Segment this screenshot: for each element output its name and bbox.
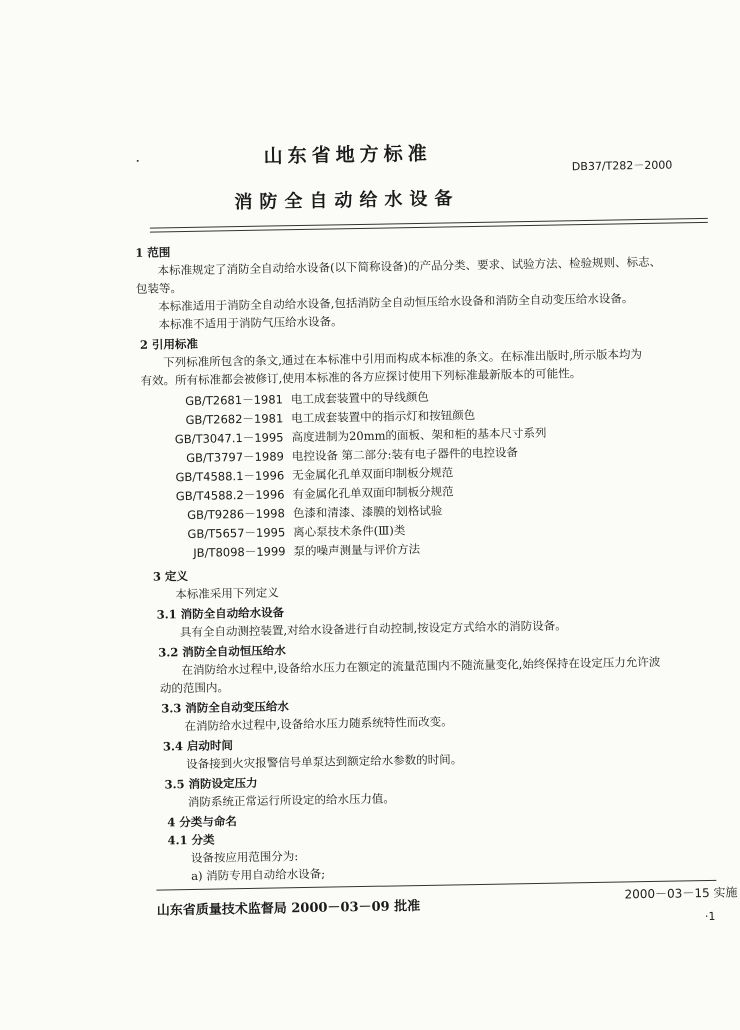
section-2-para-1a: 下列标准所包含的条文,通过在本标准中引用而构成本标准的条文。在标准出版时,所示版本均为	[163, 347, 643, 370]
section-1-para-1b: 包装等。	[135, 281, 183, 296]
section-4-1-item-a: a) 消防专用自动给水设备;	[191, 866, 326, 883]
page-number: ·1	[704, 909, 716, 924]
section-4-1-text: 设备按应用范围分为:	[190, 849, 299, 866]
section-2-heading: 2 引用标准	[139, 336, 199, 352]
effective-date: 2000－03－15 实施	[624, 885, 738, 902]
document-title: 消防全自动给水设备	[234, 188, 460, 214]
approval-line: 山东省质量技术监督局 2000－03－09 批准	[156, 899, 421, 919]
definition-3-3-heading: 3.3 消防全自动变压给水	[161, 699, 289, 716]
section-1-para-3: 本标准不适用于消防气压给水设备。	[158, 314, 343, 332]
reference-title: 无金属化孔单双面印制板分规范	[292, 465, 454, 483]
reference-code: GB/T2682－1981	[185, 411, 284, 428]
reference-title: 离心泵技术条件(Ⅲ)类	[293, 523, 406, 540]
section-3-heading: 3 定义	[152, 569, 189, 584]
definition-3-1-text: 具有全自动测控装置,对给水设备进行自动控制,按设定方式给水的消防设备。	[179, 618, 567, 640]
definition-3-2-text-a: 在消防给水过程中,设备给水压力在额定的流量范围内不随流量变化,始终保持在设定压力允许波	[181, 654, 661, 678]
reference-code: GB/T4588.2－1996	[175, 487, 285, 504]
section-1-para-1a: 本标准规定了消防全自动给水设备(以下简称设备)的产品分类、要求、试验方法、检验规则、标志、	[157, 254, 662, 278]
reference-code: GB/T3047.1－1995	[174, 430, 284, 447]
standard-type: 山东省地方标准	[263, 142, 432, 168]
definition-3-2-heading: 3.2 消防全自动恒压给水	[158, 643, 286, 660]
section-1-para-2: 本标准适用于消防全自动给水设备,包括消防全自动恒压给水设备和消防全自动变压给水设备。	[158, 291, 634, 314]
reference-title: 电控设备 第二部分:装有电子器件的电控设备	[291, 445, 518, 464]
definition-3-5-heading: 3.5 消防设定压力	[164, 775, 258, 792]
standard-code: DB37/T282－2000	[571, 158, 673, 174]
reference-title: 有金属化孔单双面印制板分规范	[292, 484, 454, 502]
definition-3-1-heading: 3.1 消防全自动给水设备	[156, 605, 285, 622]
section-3-intro: 本标准采用下列定义	[175, 585, 279, 602]
definition-3-4-text: 设备接到火灾报警信号单泵达到额定给水参数的时间。	[186, 752, 463, 772]
reference-code: GB/T5657－1995	[187, 525, 286, 542]
reference-code: GB/T9286－1998	[187, 506, 285, 523]
section-2-para-1b: 有效。所有标准都会被修订,使用本标准的各方应探讨使用下列标准最新版本的可能性。	[140, 366, 582, 388]
definition-3-5-text: 消防系统正常运行所设定的给水压力值。	[187, 791, 395, 810]
scan-speck	[137, 160, 139, 162]
definition-3-4-heading: 3.4 启动时间	[162, 738, 234, 754]
section-4-heading: 4 分类与命名	[167, 814, 237, 830]
reference-list	[163, 384, 706, 563]
reference-title: 电工成套装置中的导线颜色	[290, 389, 429, 407]
reference-code: JB/T8098－1999	[193, 544, 286, 560]
definition-3-3-text: 在消防给水过程中,设备给水压力随系统特性而改变。	[184, 714, 453, 734]
definition-3-2-text-b: 动的范围内。	[159, 680, 230, 696]
reference-title: 色漆和清漆、漆膜的划格试验	[292, 503, 443, 521]
reference-code: GB/T4588.1－1996	[175, 468, 285, 485]
reference-title: 泵的噪声测量与评价方法	[293, 541, 421, 559]
section-1-heading: 1 范围	[135, 245, 171, 260]
reference-title: 高度进制为20mm的面板、架和柜的基本尺寸系列	[291, 425, 547, 445]
reference-code: GB/T2681－1981	[185, 392, 284, 409]
reference-code: GB/T3797－1989	[186, 449, 284, 466]
section-4-1-heading: 4.1 分类	[167, 832, 215, 848]
reference-title: 电工成套装置中的指示灯和按钮颜色	[291, 407, 476, 426]
